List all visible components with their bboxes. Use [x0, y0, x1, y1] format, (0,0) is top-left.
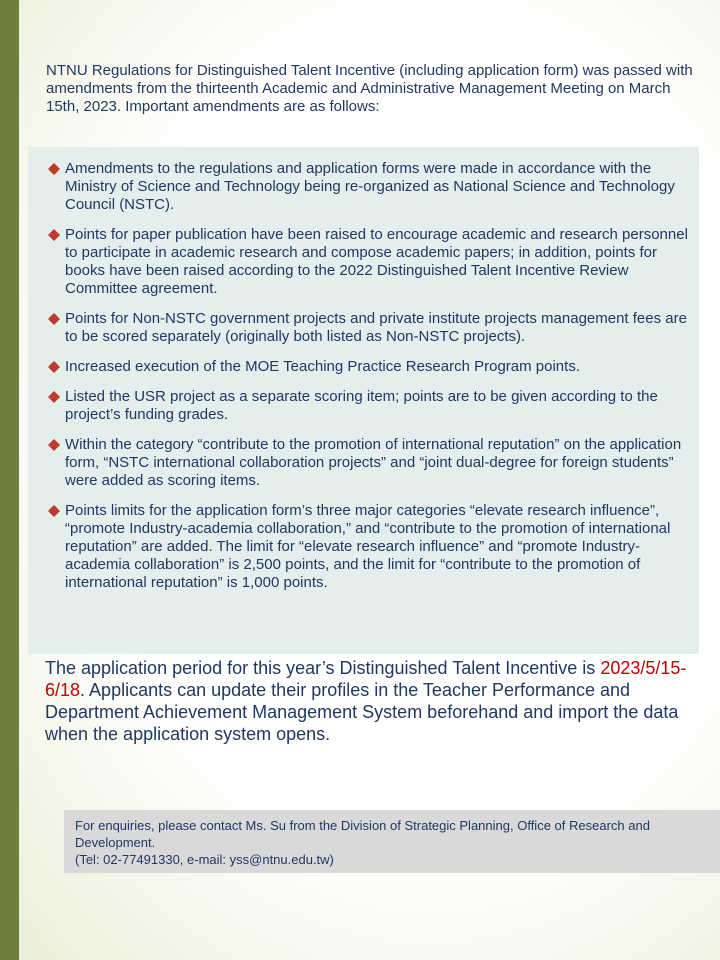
diamond-bullet-icon: [48, 361, 60, 373]
amendment-item: [48, 160, 696, 214]
amendment-item: [48, 226, 696, 298]
diamond-bullet-icon: [48, 391, 60, 403]
amendment-text: Amendments to the regulations and application forms were made in accordance with the Ministry of Science and Technology being re-organized as National Science and Technology Council (NSTC).: [65, 160, 675, 213]
amendment-text: Listed the USR project as a separate scoring item; points are to be given according to the project’s funding grades.: [65, 388, 658, 423]
intro-paragraph: NTNU Regulations for Distinguished Talent Incentive (including application form) was passed with amendments from the thirteenth Academic and Administrative Management Meeting on March 15th, 2023. Important amendments are as follows:: [46, 62, 693, 115]
diamond-bullet-icon: [48, 505, 60, 517]
amendment-item: [48, 388, 696, 424]
contact-line: For enquiries, please contact Ms. Su from the Division of Strategic Planning, Office of Research and Development.: [75, 818, 650, 850]
contact-panel: [64, 810, 720, 873]
amendment-item: [48, 502, 696, 592]
amendment-text: Points limits for the application form’s three major categories “elevate research influence”, “promote Industry-academia collaboration,” and “contribute to the promotion of international reputation” are added. The limit for “elevate research influence” and “promote Industry-academia collaboration” is 2,500 points, and the limit for “contribute to the promotion of international reputation” is 1,000 points.: [65, 502, 671, 591]
application-period-paragraph: [45, 657, 700, 745]
amendments-list: [48, 160, 696, 604]
diamond-bullet-icon: [48, 439, 60, 451]
amendment-text: Within the category “contribute to the promotion of international reputation” on the application form, “NSTC international collaboration projects” and “joint dual-degree for foreign students” were added as scoring items.: [65, 436, 682, 489]
amendment-text: Points for Non-NSTC government projects and private institute projects management fees are to be scored separately (originally both listed as Non-NSTC projects).: [65, 310, 687, 345]
diamond-bullet-icon: [48, 313, 60, 325]
amendment-text: Increased execution of the MOE Teaching Practice Research Program points.: [65, 358, 580, 375]
amendment-item: [48, 436, 696, 490]
application-period-dates: 2023/5/15-6/18: [45, 658, 687, 700]
diamond-bullet-icon: [48, 229, 60, 241]
contact-text: [75, 817, 705, 868]
amendments-panel: [28, 147, 699, 654]
diamond-bullet-icon: [48, 163, 60, 175]
left-accent-bar: [0, 0, 19, 960]
contact-details: (Tel: 02-77491330, e-mail: yss@ntnu.edu.tw): [75, 852, 334, 867]
amendment-item: [48, 310, 696, 346]
period-text-after: . Applicants can update their profiles in the Teacher Performance and Department Achievement Management System beforehand and import the data when the application system opens.: [45, 680, 679, 744]
amendment-item: [48, 358, 696, 376]
amendment-text: Points for paper publication have been raised to encourage academic and research personnel to participate in academic research and compose academic papers; in addition, points for books have been raised according to the 2022 Distinguished Talent Incentive Review Committee agreement.: [65, 226, 688, 297]
period-text-before: The application period for this year’s Distinguished Talent Incentive is: [45, 658, 601, 678]
